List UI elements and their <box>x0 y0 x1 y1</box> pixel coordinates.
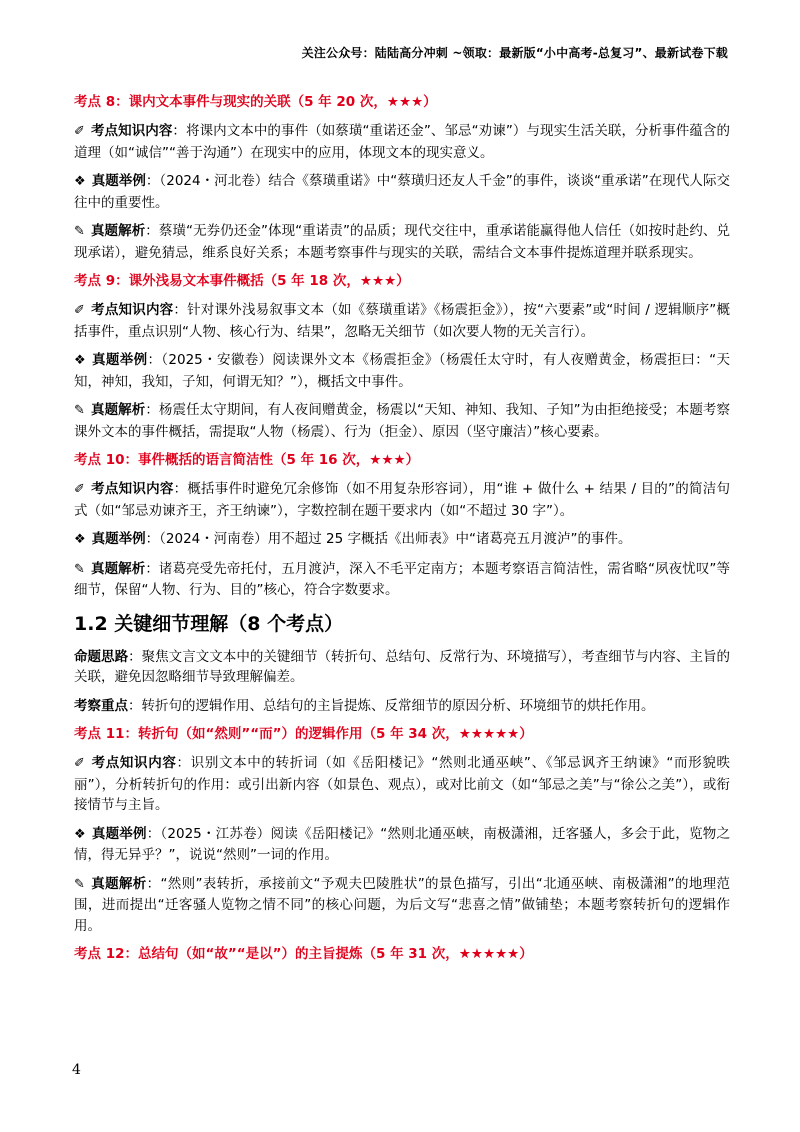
kp8-title: 考点 8：课内文本事件与现实的关联（5 年 20 次，★★★） <box>74 94 437 110</box>
kp8-knowledge: ✐ 考点知识内容：将课内文本中的事件（如蔡璜“重诺还金”、邹忌“劝谏”）与现实生活关联，分析事件蕴含的道理（如“诚信”“善于沟通”）在现实中的应用，体现文本的现实意义。 <box>74 123 730 161</box>
pencil-icon: ✐ <box>74 124 85 139</box>
kp10-title: 考点 10：事件概括的语言简洁性（5 年 16 次，★★★） <box>74 452 420 468</box>
kp10-example: ❖ 真题举例：（2024・河南卷）用不超过 25 字概括《出师表》中“诸葛亮五月渡泸”的事件。 <box>74 529 730 551</box>
kp11-knowledge: ✐ 考点知识内容：识别文本中的转折词（如《岳阳楼记》“然则北通巫峡”、《邹忌讽齐王纳谏》“而形貌昳丽”），分析转折句的作用：或引出新内容（如景色、观点），或对比前文（如“邹忌之美”与“徐公之美”），或衔接情节与主旨。 <box>74 755 731 813</box>
pen-icon: ✎ <box>74 403 85 418</box>
diamond-bullet-icon: ❖ <box>74 826 86 842</box>
kp9-analysis: ✎ 真题解析：杨震任太守期间，有人夜间赠黄金，杨震以“天知、神知、我知、子知”为由拒绝接受；本题考察课外文本的事件概括，需提取“人物（杨震）、行为（拒金）、原因（坚守廉洁）”核心要素。 <box>74 402 730 440</box>
pencil-icon: ✐ <box>74 756 85 771</box>
diamond-bullet-icon: ❖ <box>74 353 86 368</box>
pencil-icon: ✐ <box>74 303 85 318</box>
diamond-bullet-icon: ❖ <box>74 532 86 547</box>
kp12-title: 考点 12：总结句（如“故”“是以”）的主旨提炼（5 年 31 次，★★★★★） <box>74 946 533 962</box>
diamond-bullet-icon: ❖ <box>74 174 86 189</box>
kp9-knowledge: ✐ 考点知识内容：针对课外浅易叙事文本（如《蔡璜重诺》《杨震拒金》），按“六要素”或“时间 / 逻辑顺序”概括事件，重点识别“人物、核心行为、结果”，忽略无关细节（如次要人物的无关言行）。 <box>74 302 731 340</box>
pen-icon: ✎ <box>74 224 85 239</box>
kp11-analysis: ✎ 真题解析：“然则”表转折，承接前文“予观夫巴陵胜状”的景色描写，引出“北通巫峡、南极潇湘”的地理范围，进而提出“迁客骚人览物之情不同”的核心问题，为后文写“悲喜之情”做铺垫；本题考察转折句的逻辑作用。 <box>74 875 731 934</box>
kp8-analysis: ✎ 真题解析：蔡璜“无券仍还金”体现“重诺责”的品质；现代交往中，重承诺能赢得他人信任（如按时赴约、兑现承诺），避免猜忌，维系良好关系；本题考察事件与现实的关联，需结合文本事件提炼道理并联系现实。 <box>74 223 730 261</box>
kp8-example: ❖ 真题举例：（2024・河北卷）结合《蔡璜重诺》中“蔡璜归还友人千金”的事件，谈谈“重承诺”在现代人际交往中的重要性。 <box>74 173 730 211</box>
kp11-example: ❖ 真题举例：（2025・江苏卷）阅读《岳阳楼记》“然则北通巫峡，南极潇湘，迁客骚人，多会于此，览物之情，得无异乎？”，说说“然则”一词的作用。 <box>74 825 730 863</box>
pencil-icon: ✐ <box>74 482 85 497</box>
kp10-knowledge: ✐ 考点知识内容：概括事件时避免冗余修饰（如不用复杂形容词），用“谁 + 做什么 + 结果 / 目的”的简洁句式（如“邹忌劝谏齐王，齐王纳谏”），字数控制在题干要求内（如“不超过 30 字”）。 <box>74 481 731 519</box>
kp11-title: 考点 11：转折句（如“然则”“而”）的逻辑作用（5 年 34 次，★★★★★） <box>74 726 533 742</box>
kp10-analysis: ✎ 真题解析：诸葛亮受先帝托付，五月渡泸，深入不毛平定南方；本题考察语言简洁性，需省略“夙夜忧叹”等细节，保留“人物、行为、目的”核心，符合字数要求。 <box>74 560 730 598</box>
pen-icon: ✎ <box>74 876 85 892</box>
kp9-title: 考点 9：课外浅易文本事件概括（5 年 18 次，★★★） <box>74 273 410 289</box>
section-title: 1.2 关键细节理解（8 个考点） <box>74 612 344 635</box>
pen-icon: ✎ <box>74 561 85 577</box>
page-header: 关注公众号：陆陆高分冲刺 ~领取：最新版“小中高考-总复习”、最新试卷下载 <box>301 46 728 60</box>
page-number: 4 <box>72 1062 81 1078</box>
page-content <box>74 92 730 973</box>
section-focus: 考察重点：转折句的逻辑作用、总结句的主旨提炼、反常细节的原因分析、环境细节的烘托作用。 <box>74 697 655 714</box>
kp9-example: ❖ 真题举例：（2025・安徽卷）阅读课外文本《杨震拒金》（杨震任太守时，有人夜赠黄金，杨震拒曰：“天知，神知，我知，子知，何谓无知？”），概括文中事件。 <box>74 352 730 390</box>
section-approach: 命题思路：聚焦文言文文本中的关键细节（转折句、总结句、反常行为、环境描写），考查细节与内容、主旨的关联，避免因忽略细节导致理解偏差。 <box>74 648 731 685</box>
